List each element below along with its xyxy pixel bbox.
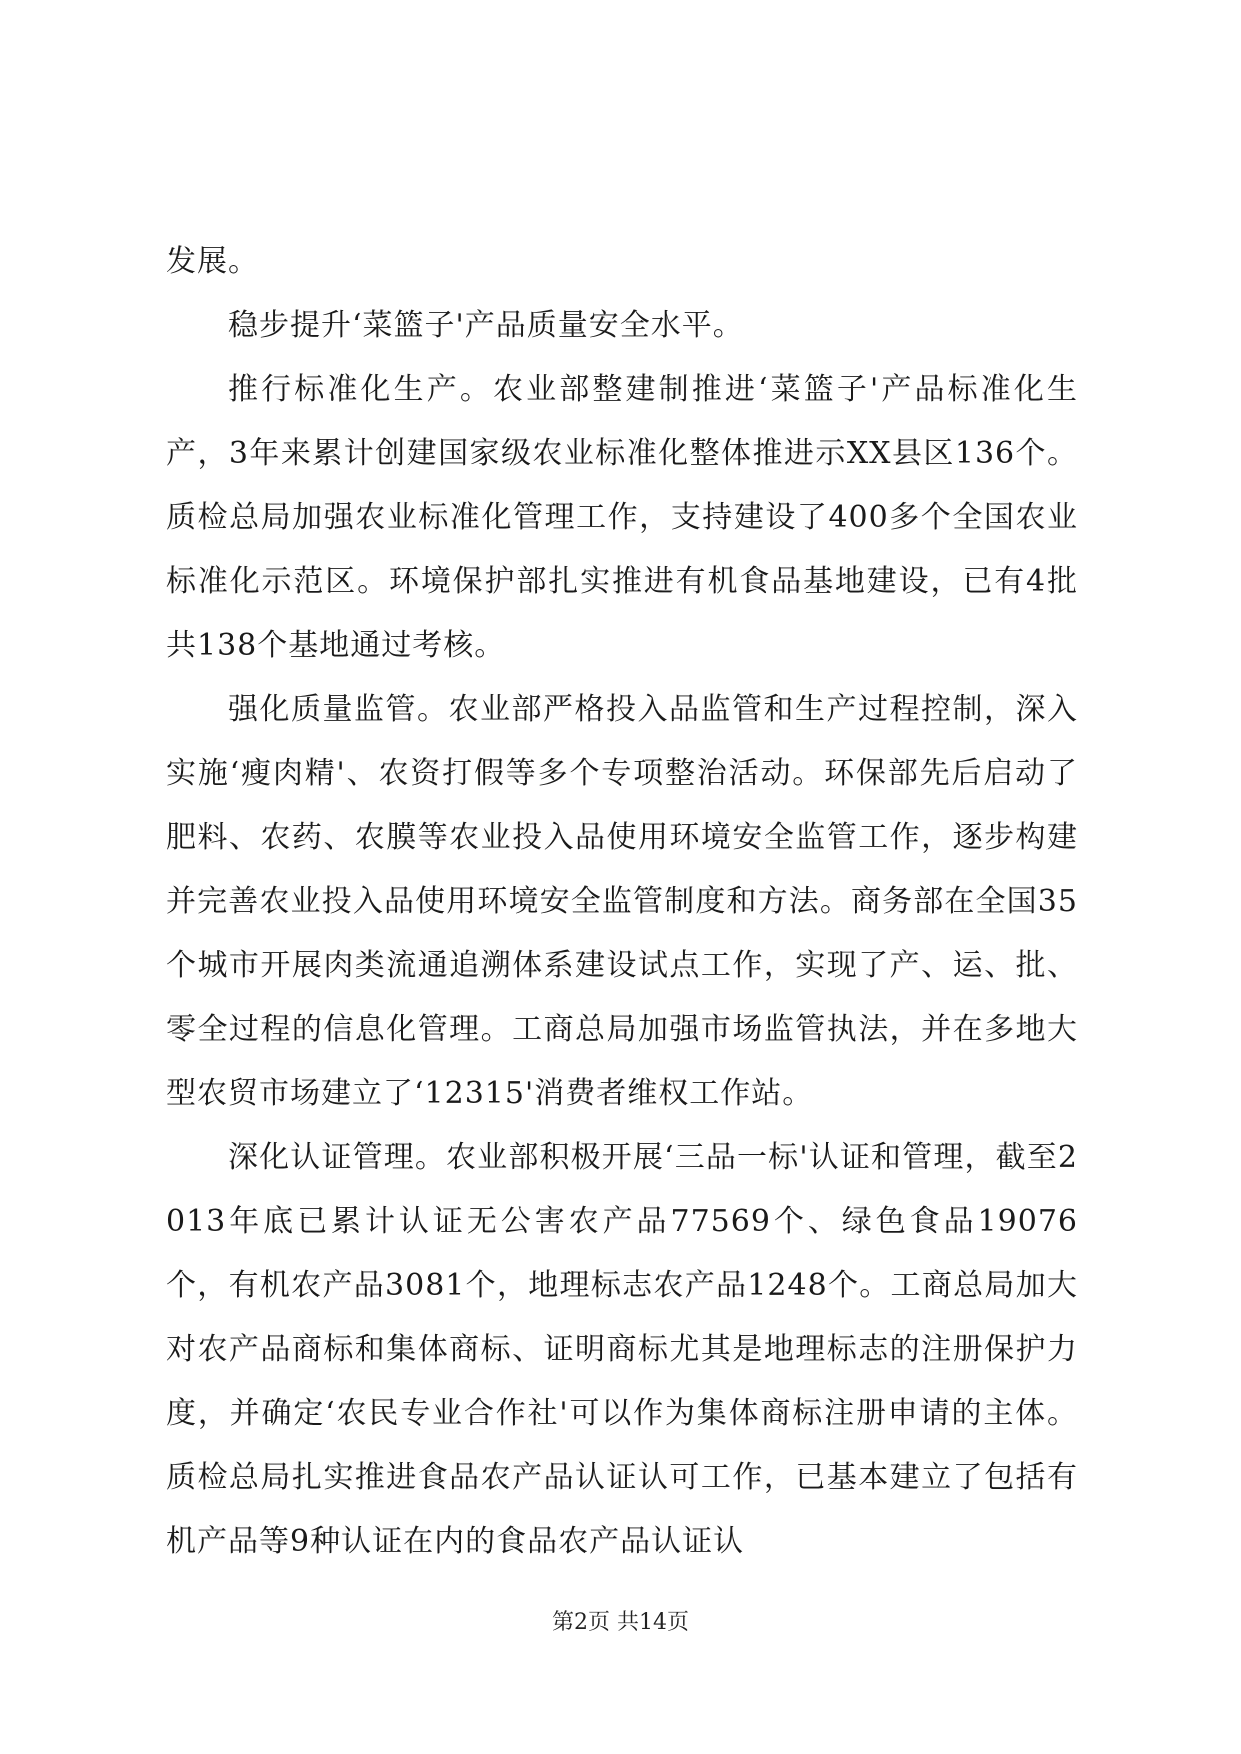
document-body [166,230,1078,1574]
section-heading: 稳步提升‘菜篮子'产品质量安全水平。 [228,308,744,343]
paragraph-quality-supervision: 强化质量监管。农业部严格投入品监管和生产过程控制，深入实施‘瘦肉精'、农资打假等多个专项整治活动。环保部先后启动了肥料、农药、农膜等农业投入品使用环境安全监管工作，逐步构建并完善农业投入品使用环境安全监管制度和方法。商务部在全国35个城市开展肉类流通追溯体系建设试点工作，实现了产、运、批、零全过程的信息化管理。工商总局加强市场监管执法，并在多地大型农贸市场建立了‘12315'消费者维权工作站。 [166,692,1078,1111]
page-number-footer: 第2页 共14页 [552,1610,689,1635]
paragraph-certification-management: 深化认证管理。农业部积极开展‘三品一标'认证和管理，截至2013年底已累计认证无公害农产品77569个、绿色食品19076个，有机农产品3081个，地理标志农产品1248个。工商总局加大对农产品商标和集体商标、证明商标尤其是地理标志的注册保护力度，并确定‘农民专业合作社'可以作为集体商标注册申请的主体。质检总局扎实推进食品农产品认证认可工作，已基本建立了包括有机产品等9种认证在内的食品农产品认证认 [166,1140,1078,1559]
paragraph-continuation: 发展。 [166,244,259,279]
paragraph-standardized-production: 推行标准化生产。农业部整建制推进‘菜篮子'产品标准化生产，3年来累计创建国家级农业标准化整体推进示XX县区136个。质检总局加强农业标准化管理工作，支持建设了400多个全国农业标准化示范区。环境保护部扎实推进有机食品基地建设，已有4批共138个基地通过考核。 [166,372,1078,663]
